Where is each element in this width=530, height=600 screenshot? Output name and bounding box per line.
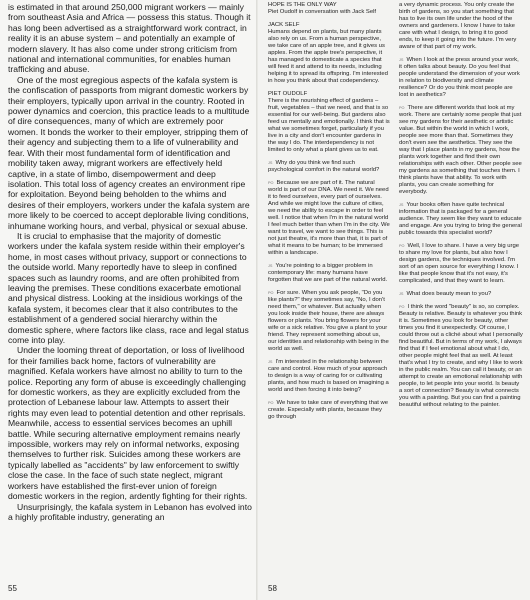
kafala-article-body [8, 2, 252, 522]
question-text: What does beauty mean to you? [406, 291, 492, 297]
paragraph: Unsurprisingly, the kafala system in Lebanon has evolved into a highly profitable industry, generating an [8, 501, 252, 522]
question-text: Your books often have quite technical information that is packaged for a general audience. They seem like they want to educate and engage. Are you trying to bring the general public towards this specialist world? [399, 202, 522, 236]
speaker-marker: PO [268, 291, 274, 295]
speaker-marker: JS [268, 264, 273, 268]
question-text: Why do you think we find such psychological comfort in the natural world? [268, 160, 380, 173]
speaker-marker: PO [268, 401, 274, 405]
answer-continued: a very dynamic process. You only create the birth of gardens, so you start something that has to live its own life under the hood of the owners and gardeners. I know I have to take care with what I design, to bring it to good ends, to keep it going into the future. I'm very aware of that part of my work. [399, 2, 517, 50]
interview-paragraph: Humans depend on plants, but many plants also rely on us. From a human perspective, we take care of an apple tree, and it gives us apples. From the apple tree's perspective, it has managed to domesticate a species that will feed it and attend to its needs, including helping it to spread its offspring. I'm interested in how you think about that codependency. [268, 29, 388, 84]
paragraph: It is crucial to emphasise that the majority of domestic workers under the kafala system reside within their employer's home, in most cases without privacy, support or connections to the outside world. Many reportedly have to sleep in confined spaces such as laundry rooms, and are often prohibited from leaving the premises. These conditions exacerbate emotional and physical distress. Looking at the insidious workings of the kafala system, it becomes clear that it also contributes to the establishment of a gendered social hierarchy within the domestic sphere, where factors like class, race and legal status come into play. [8, 230, 249, 345]
page-number: 55 [8, 584, 17, 593]
interview-column-right [399, 2, 523, 409]
speaker-marker: PO [268, 181, 274, 185]
speaker-marker: PO [399, 244, 405, 248]
speaker-heading: PIET OUDOLF [268, 91, 308, 97]
right-page [258, 0, 530, 600]
left-page [0, 0, 256, 600]
page-number: 58 [268, 584, 277, 593]
interview-subtitle: Piet Oudolf in conversation with Jack Self [268, 9, 377, 15]
answer-paragraph [399, 105, 523, 196]
question-paragraph [399, 57, 523, 99]
speaker-marker: PO [399, 106, 405, 110]
question-paragraph [268, 359, 390, 394]
speaker-marker: JS [268, 161, 273, 165]
answer-text: For sure. When you ask people, "Do you like plants?" they sometimes say, "No, I don't need them," or whatever. But actually when you look inside their house, there are always flowers or plants. You bring flowers for your wife or a sick relative. You give a plant to your friend. They represent something about us, our identities and relationship with being in the world as well. [268, 290, 389, 352]
answer-paragraph [268, 290, 390, 353]
answer-text: Well, I love to share. I have a very big urge to share my love for plants, but also how I design gardens, the techniques involved. I'm sort of an open source for everything I know. I like that people know that it's not easy, it's complicated, and that they want to learn. [399, 243, 520, 284]
question-paragraph [268, 263, 390, 284]
question-paragraph [399, 291, 523, 298]
speaker-marker: PO [399, 305, 405, 309]
answer-paragraph [399, 243, 523, 285]
speaker-marker: JS [399, 203, 404, 207]
question-text: I'm interested in the relationship between care and control. How much of your approach to design is a way of caring for or cultivating plants, and how much is based on imagining a world and then forcing it into being? [268, 359, 389, 393]
answer-paragraph [268, 400, 390, 421]
paragraph: One of the most egregious aspects of the kafala system is the confiscation of passports from migrant domestic workers by their employers, typically upon arrival in the country. Rooted in power dynamics and coercion, this practice leads to a multitude of dire consequences, many of which are extremely poor women. It bonds the worker to their employer, stripping them of their agency and subjecting them to a life of vulnerability and fear. With their most fundamental form of identification and mobility taken away, migrant workers are effectively held captive, in a state of limbo, disempowerment and deep isolation. This total loss of agency creates an environment ripe for exploitation. Beyond being beholden to the whims and desires of their employers, workers under the kafala system are more likely to be coerced to accept deplorable living conditions, inhumane working hours, and verbal, physical or sexual abuse. [8, 74, 250, 231]
question-paragraph [399, 202, 523, 237]
question-text: You're pointing to a bigger problem in contemporary life: many humans have forgotten that we are part of the natural world. [268, 263, 388, 283]
answer-text: There are different worlds that look at my work. There are certainly some people that just see my gardens for their aesthetic or artistic value. But within the world in which I work, people see more than that. Sometimes they don't even see the aesthetics. They see the way that I place plants in my gardens, how the plants work together and find their own relationships with each other. Other people see my gardens as something that touches them. I think plants have that ability. To work with plants, you can create something for everybody. [399, 105, 522, 195]
answer-text: We have to take care of everything that we create. Especially with plants, because they go through [268, 400, 389, 420]
question-paragraph [268, 160, 390, 174]
speaker-marker: JS [399, 58, 404, 62]
answer-paragraph [399, 304, 523, 409]
interview-column-left [268, 2, 390, 421]
answer-text: Because we are part of it. The natural world is part of our DNA. We need it. We need it to feed ourselves, every part of ourselves. And while we might love the culture of cities, we need the ability to escape in order to feel well. I notice that when I'm in the natural world I feel much better than when I'm in the city. We want to travel, we want to see things. This is not just theatre, it's more than that, it is part of what it means to be human; to be immersed within a landscape. [268, 180, 390, 256]
paragraph: is estimated in that around 250,000 migrant workers — mainly from southeast Asia and Africa — possess this status. Though it has long been advertised as a straightforward work contract, in reality it is an abuse system – and potentially an example of modern slavery. It has also come under strong criticism from national and international communities, for enables human trafficking and abuse. [8, 2, 251, 75]
interview-title: HOPE IS THE ONLY WAY [268, 2, 337, 8]
answer-text: I think the word "beauty" is so, so complex. Beauty is relative. Beauty is whatever you think it is. Sometimes you look for beauty, other times you find it unexpectedly. Of course, I could throw out a cliché about what I personally find beautiful. But in terms of my work, I always find that if I feel emotional about what I do, other people might feel that as well. At least that's what I try to create, and why I like to work in the public realm. You can call it beauty, or an attempt to create an emotional relationship with people, to let people into your world. Is beauty a sort of connection? Beauty is what connects you with a painting. But you can find a painting beautiful without relating to the painter. [399, 304, 523, 408]
speaker-marker: JS [268, 360, 273, 364]
paragraph: Under the looming threat of deportation, or loss of livelihood for their families back home, factors of vulnerability are magnified. Kefala workers have almost no ability to turn to the police. Reporting any form of abuse is exceedingly challenging for domestic workers, as they are explicitly excluded from the protection of Lebanese labour law. Attempts to assert their rights may even lead to potential detention and other reprisals. Meanwhile, access to essential services becomes an uphill battle. While securing alternative employment remains nearly impossible, workers may rely on informal networks, exposing themselves to further risk. Suicides among these workers are typically labelled as "accidents" by law enforcement to swiftly close the case. In the face of such state neglect, migrant workers have established the first-ever union of foreign domestic workers in the region, ardently fighting for their rights. [8, 345, 248, 502]
speaker-heading: JACK SELF [268, 22, 300, 28]
interview-paragraph: There is the nourishing effect of gardens – fruit, vegetables – that we need, and that is so essential for our well-being. But gardens also feed us mentally and emotionally. I think that is what we sometimes forget, particularly if you live in a city and don't encounter gardens in the way I do. The interdependency is not limited to only what a plant gives us to eat. [268, 98, 390, 153]
question-text: When I look at the press around your work, it often talks about beauty. Do you feel that people understand the dimension of your work in relation to biodiversity and climate resilience? Or do you think most people are lost in aesthetics? [399, 57, 520, 98]
speaker-marker: JS [399, 292, 404, 296]
answer-paragraph [268, 180, 390, 257]
